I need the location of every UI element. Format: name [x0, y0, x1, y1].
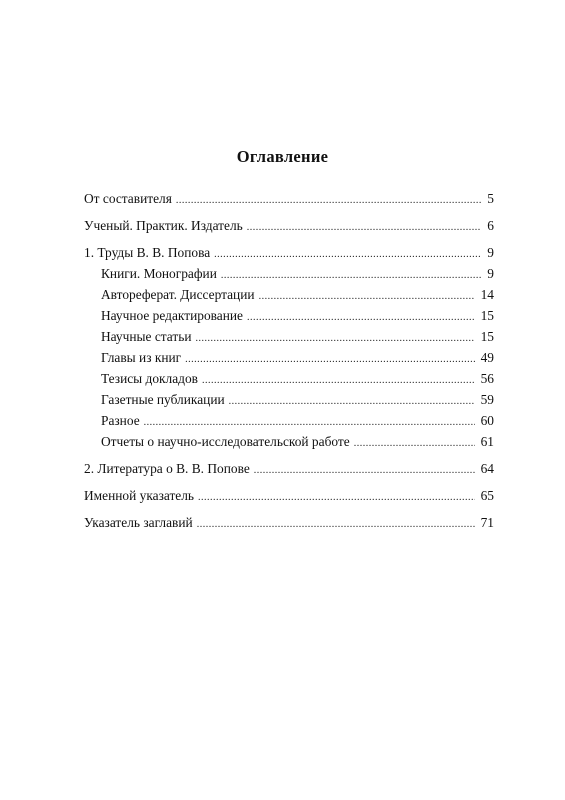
toc-subentry-newspapers	[101, 390, 494, 410]
toc-entry-label: Указатель заглавий	[84, 515, 193, 530]
toc-entry-from-compiler	[84, 189, 494, 209]
toc-entry-page: 59	[480, 392, 494, 407]
toc-entry-label: Научные статьи	[101, 329, 192, 344]
toc-entry-page: 64	[480, 461, 494, 476]
toc-entry-label: Научное редактирование	[101, 308, 244, 323]
toc-entry-label: Ученый. Практик. Издатель	[84, 218, 243, 233]
dot-leader	[354, 434, 475, 454]
toc-entry-scientist	[84, 216, 494, 236]
dot-leader	[247, 308, 475, 328]
dot-leader	[198, 488, 475, 508]
toc-entry-page: 6	[487, 218, 494, 233]
dot-leader	[176, 191, 481, 211]
page-title: Оглавление	[236, 147, 329, 166]
toc-entry-title-index	[84, 513, 494, 533]
toc-subentry-articles	[101, 327, 494, 347]
toc-entry-page: 49	[480, 350, 494, 365]
toc-entry-label: 2. Литература о В. В. Попове	[84, 461, 250, 476]
toc-entry-label: Разное	[101, 413, 140, 428]
toc-entry-label: От составителя	[84, 191, 172, 206]
toc-entry-page: 15	[480, 308, 494, 323]
toc-entry-name-index	[84, 486, 494, 506]
toc-subentry-theses	[101, 369, 494, 389]
toc-subentry-miscellaneous	[101, 411, 494, 431]
dot-leader	[247, 218, 482, 238]
toc-entry-label: 1. Труды В. В. Попова	[84, 245, 211, 260]
toc-entry-label: Тезисы докладов	[101, 371, 198, 386]
dot-leader	[197, 515, 475, 535]
toc-entry-page: 60	[480, 413, 494, 428]
toc-entry-page: 5	[487, 191, 494, 206]
dot-leader	[221, 266, 481, 286]
dot-leader	[144, 413, 475, 433]
toc-entry-works	[84, 243, 494, 263]
toc-entry-page: 15	[480, 329, 494, 344]
toc-entry-page: 65	[480, 488, 494, 503]
toc-entry-label: Газетные публикации	[101, 392, 225, 407]
dot-leader	[229, 392, 475, 412]
toc-subentry-reports	[101, 432, 494, 452]
toc-entry-page: 14	[480, 287, 494, 302]
toc-entry-page: 71	[480, 515, 494, 530]
dot-leader	[259, 287, 475, 307]
dot-leader	[185, 350, 474, 370]
toc-entry-page: 9	[487, 245, 494, 260]
toc-entry-literature	[84, 459, 494, 479]
toc-entry-label: Отчеты о научно-исследовательской работе	[101, 434, 350, 449]
toc-entry-label: Автореферат. Диссертации	[101, 287, 255, 302]
dot-leader	[202, 371, 475, 391]
toc-subentry-abstracts	[101, 285, 494, 305]
dot-leader	[214, 245, 481, 265]
toc-entry-label: Именной указатель	[84, 488, 195, 503]
dot-leader	[196, 329, 475, 349]
toc-entry-page: 61	[480, 434, 494, 449]
toc-entry-page: 56	[480, 371, 494, 386]
toc-subentry-chapters	[101, 348, 494, 368]
toc-subentry-books	[101, 264, 494, 284]
toc-entry-label: Главы из книг	[101, 350, 182, 365]
toc-entry-label: Книги. Монографии	[101, 266, 217, 281]
toc-entry-page: 9	[487, 266, 494, 281]
dot-leader	[254, 461, 475, 481]
toc-subentry-editing	[101, 306, 494, 326]
